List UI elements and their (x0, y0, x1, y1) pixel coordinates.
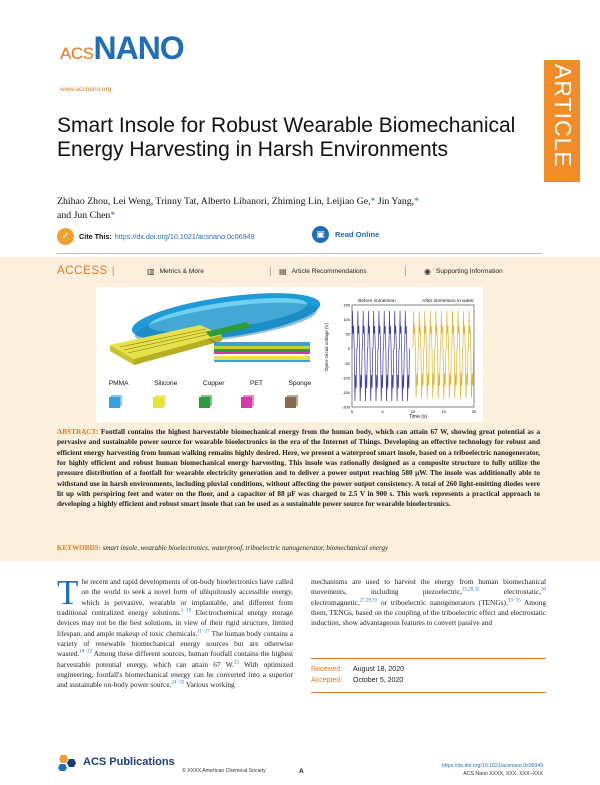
authors-line1: Zhihao Zhou, Lei Weng, Trinny Tat, Alberto Libanori, Zhiming Lin, Leijiao Ge, (57, 196, 371, 207)
metrics-link[interactable] (147, 267, 204, 276)
citation-ref[interactable]: 1−10 (180, 608, 192, 614)
cite-label: Cite This: (79, 231, 112, 241)
body-text: mechanisms are used to harvest the energy from human biomechanical movements, including piezoelectric, (311, 577, 546, 597)
dates-divider (311, 692, 546, 693)
read-online-button[interactable] (312, 226, 379, 243)
authors-line2: and Jun Chen (57, 209, 111, 221)
received-label: Received: (311, 666, 343, 673)
body-column-right (311, 577, 546, 629)
section-tab-label: ARTICLE (550, 64, 576, 168)
y-tick-label: 150 (343, 302, 350, 308)
legend-cube-copper (199, 397, 210, 408)
series-after-immersion (413, 311, 474, 398)
keywords-text: smart insole, wearable bioelectronics, waterproof, triboelectric nanogenerator, biomechanical energy (102, 544, 389, 552)
body-text: The human body contains a variety of renewable biomechanical energy sources but are otherwise wasted. (57, 628, 294, 659)
header-divider (57, 253, 542, 254)
toc-graphic[interactable] (96, 287, 483, 422)
citation-ref[interactable]: 33−35 (507, 598, 521, 604)
body-text: electromagnetic, (311, 597, 360, 607)
plot-label-before: Before immersion (358, 299, 396, 304)
author-yang-asterisk[interactable]: * (414, 196, 420, 207)
keywords-label: KEYWORDS: (57, 544, 101, 552)
citation-ref[interactable]: 30 (541, 587, 546, 593)
legend-pmma: PMMA (108, 380, 129, 387)
supporting-info-link[interactable] (424, 267, 503, 276)
access-label: ACCESS (57, 265, 108, 277)
recommendations-link[interactable] (279, 267, 367, 276)
legend-silicone: Silicone (154, 380, 178, 387)
y-tick-label: -100 (341, 375, 350, 381)
x-tick-label: 10 (410, 409, 416, 414)
legend-cube-pmma (109, 397, 120, 408)
bar-chart-icon: ▥ (147, 266, 155, 276)
body-column-left (57, 573, 294, 691)
publisher-name: ACS Publications (83, 756, 175, 768)
drop-cap: T (57, 573, 79, 612)
y-tick-label: 100 (343, 317, 350, 323)
plot-ylabel: Open-circuit voltage (V) (324, 322, 329, 372)
metrics-label: Metrics & More (159, 267, 204, 275)
page-number: A (299, 768, 304, 775)
keywords (57, 544, 540, 552)
abstract-label: ABSTRACT: (57, 428, 99, 436)
recommendations-label: Article Recommendations (291, 267, 367, 275)
voltage-plot (322, 287, 482, 422)
x-tick-label: 0 (350, 409, 354, 414)
cite-quote-icon: ✓ (57, 228, 74, 245)
acs-publications-logo[interactable] (57, 753, 175, 771)
footer-journal-ref: ACS Nano XXXX, XXX, XXX−XXX (463, 770, 543, 777)
series-before-immersion (352, 311, 410, 401)
received-date: August 18, 2020 (353, 666, 404, 673)
x-tick-label: 20 (471, 409, 477, 414)
body-text: Electrochemical energy storage devices may not be the best solutions, in view of their rigid structure, limited lifespan, and ample makeup of toxic chemicals. (57, 608, 293, 638)
supporting-info-label: Supporting Information (435, 267, 503, 275)
citation-ref[interactable]: 27,29,31 (359, 598, 378, 604)
legend-cube-sponge (285, 397, 296, 408)
copyright: © XXXX American Chemical Society (182, 768, 266, 774)
journal-logo[interactable] (60, 30, 184, 66)
accepted-label: Accepted: (311, 677, 343, 684)
article-dates (311, 658, 546, 686)
y-tick-label: -200 (341, 404, 350, 410)
footer-citation (442, 763, 543, 778)
author-ge-asterisk[interactable]: * (370, 196, 376, 207)
citation-ref[interactable]: 18−22 (79, 649, 93, 655)
body-text: electrostatic, (479, 587, 541, 597)
plot-label-after: After immersion in water (422, 299, 474, 304)
material-legend (96, 380, 324, 387)
abstract (57, 427, 540, 510)
article-icon: ▤ (279, 266, 287, 276)
journal-site-link[interactable]: www.acsnano.org (60, 86, 112, 93)
legend-copper: Copper (202, 380, 225, 387)
accepted-date: October 5, 2020 (353, 677, 404, 684)
y-tick-label: 50 (345, 331, 350, 337)
legend-cube-silicone (153, 397, 164, 408)
legend-cube-pet (241, 397, 252, 408)
acs-hexagon-icon (57, 753, 79, 771)
legend-pet: PET (250, 380, 263, 387)
cite-doi-link[interactable]: https://dx.doi.org/10.1021/acsnano.0c06949 (114, 231, 255, 241)
plot-xlabel: Time (s) (408, 414, 428, 420)
body-text: Among these different sources, human footfall contains the highest harvestable potential energy, which can attain 67 W. (57, 649, 293, 669)
body-text: Among them, TENGs, based on the coupling of the triboelectric effect and electrostatic induction, show advantageous features to convert passive and (311, 597, 546, 628)
citation-ref[interactable]: 23 (233, 660, 239, 666)
citation-ref[interactable]: 11−17 (197, 629, 210, 635)
legend-sponge: Sponge (288, 380, 312, 387)
y-tick-label: -50 (344, 360, 350, 366)
supporting-info-icon: ◉ (424, 266, 431, 276)
author-list (57, 195, 517, 222)
author-jin-yang: Jin Yang, (377, 196, 415, 207)
access-bar: ACCESS | ▥ Metrics & More | ▤ Article Recommendations | ◉ Supporting Information (57, 265, 503, 277)
body-text: or triboelectric nanogenerators (TENGs). (377, 597, 508, 607)
y-tick-label: -150 (341, 389, 350, 395)
cite-row (57, 226, 537, 246)
article-title: Smart Insole for Robust Wearable Biomechanical Energy Harvesting in Harsh Environments (57, 114, 516, 161)
x-tick-label: 5 (381, 409, 384, 414)
footer-doi-link[interactable]: https://dx.doi.org/10.1021/acsnano.0c06949 (442, 763, 543, 769)
citation-ref[interactable]: 24−32 (171, 681, 185, 686)
body-text: Various working (184, 680, 235, 690)
abstract-text: Footfall contains the highest harvestable biomechanical energy from the human body, which can attain 67 W, showing great potential as a pervasive and sustainable power source for wearable bioelectronics in the era of the Internet of Things. Developing an effective technology for robust and efficient energy harvesting from human walking remains highly desired. Here, we present a waterproof smart insole, based on a triboelectric nanogenerator, for highly efficient and robust human biomechanical energy harvesting. This insole was rationally designed as a composite structure to fully utilize the pressure distribution of a footfall for wearable electricity generation and to deliver a power output reaching 580 μW. The insole was additionally able to withstand use in harsh environments, including pluvial conditions, without affecting the power output consistency. A total of 260 light-emitting diodes were lit up with perspiring feet and water on the floor, and a capacitor of 88 μF was charged to 2.5 V in 900 s. This work represents a practical approach to developing a highly efficient and robust smart insole that can be used as a sustainable power source for wearable bioelectronics. (57, 428, 541, 509)
logo-acs: ACS (60, 44, 94, 63)
citation-ref[interactable]: 25,28,32 (462, 587, 480, 593)
x-tick-label: 15 (441, 409, 446, 414)
logo-nano: NANO (93, 30, 184, 66)
y-tick-label: 0 (347, 346, 350, 352)
insole-illustration (96, 287, 324, 382)
author-chen-asterisk[interactable]: * (110, 209, 116, 221)
body-text: he recent and rapid developments of on-body bioelectronics have called on the world to seek a novel form of ubiquitously accessible energy, which is pervasive, wearable or implantable, and different from traditional centralized energy solutions. (57, 577, 293, 618)
body-text: With optimized engineering, footfall's biomechanical energy can be converted into a superior and sustainable on-body power source. (57, 659, 294, 690)
section-tab (544, 60, 580, 182)
read-online-label: Read Online (335, 230, 380, 239)
read-online-icon: ▣ (312, 226, 329, 243)
